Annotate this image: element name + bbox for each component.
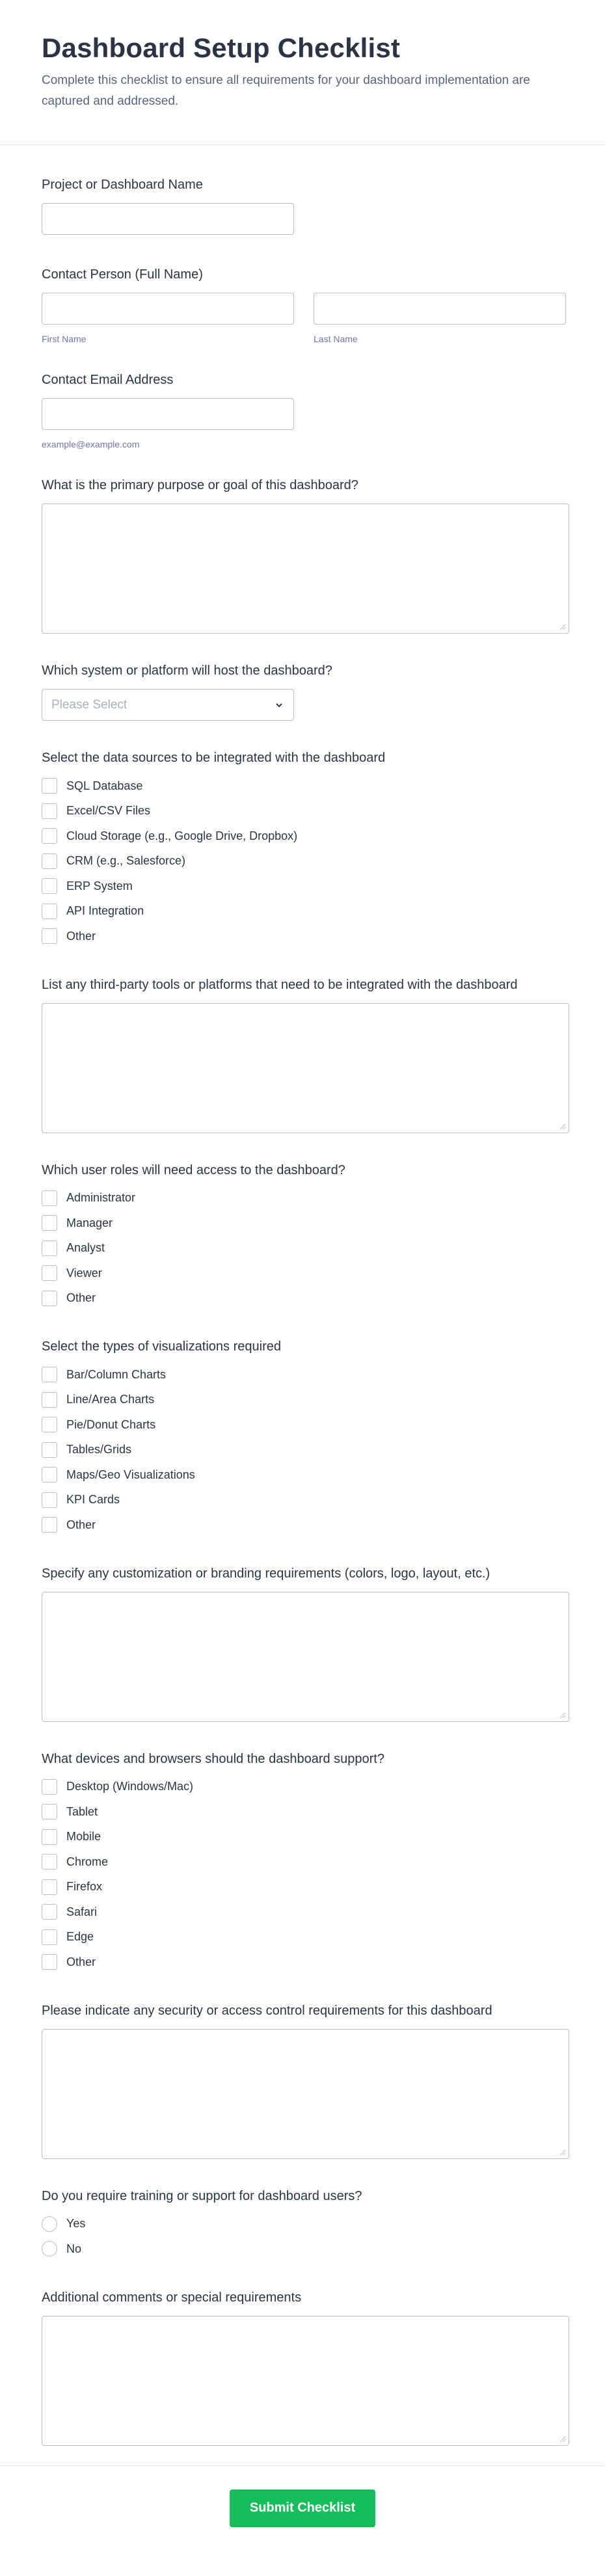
option-label: Cloud Storage (e.g., Google Drive, Dropbox) bbox=[66, 829, 298, 842]
resize-grip-icon[interactable] bbox=[559, 2436, 566, 2443]
training-label: Do you require training or support for dashboard users? bbox=[42, 2188, 362, 2203]
question-platform bbox=[42, 664, 563, 721]
option-label: Maps/Geo Visualizations bbox=[66, 1468, 195, 1481]
checkbox-option[interactable] bbox=[42, 1925, 563, 1950]
platform-select[interactable] bbox=[42, 689, 294, 721]
resize-grip-icon[interactable] bbox=[559, 2149, 566, 2156]
checkbox[interactable] bbox=[42, 1804, 57, 1819]
checkbox[interactable] bbox=[42, 1291, 57, 1306]
email-label: Contact Email Address bbox=[42, 373, 174, 387]
question-devices bbox=[42, 1752, 563, 1975]
branding-label: Specify any customization or branding requirements (colors, logo, layout, etc.) bbox=[42, 1566, 491, 1581]
checkbox[interactable] bbox=[42, 1367, 57, 1382]
option-label: Other bbox=[66, 1518, 96, 1531]
radio-button[interactable] bbox=[42, 2216, 57, 2232]
user-roles-label: Which user roles will need access to the dashboard? bbox=[42, 1162, 345, 1177]
checkbox-option[interactable] bbox=[42, 1261, 563, 1286]
option-label: Desktop (Windows/Mac) bbox=[66, 1780, 194, 1793]
checkbox-option[interactable] bbox=[42, 924, 563, 949]
option-label: Bar/Column Charts bbox=[66, 1367, 167, 1381]
checkbox-option[interactable] bbox=[42, 1799, 563, 1825]
checkbox[interactable] bbox=[42, 1392, 57, 1408]
checkbox-option[interactable] bbox=[42, 1899, 563, 1925]
question-email bbox=[42, 373, 563, 449]
checkbox[interactable] bbox=[42, 803, 57, 819]
submit-button[interactable]: Submit Checklist bbox=[230, 2489, 375, 2527]
checkbox-option[interactable] bbox=[42, 773, 563, 799]
option-label: Firefox bbox=[66, 1880, 103, 1894]
checkbox-option[interactable] bbox=[42, 1211, 563, 1236]
checkbox[interactable] bbox=[42, 1904, 57, 1920]
last-name-input[interactable] bbox=[314, 293, 566, 325]
checkbox-option[interactable] bbox=[42, 1186, 563, 1211]
form-header bbox=[0, 0, 605, 145]
checkbox-option[interactable] bbox=[42, 1950, 563, 1975]
option-label: Other bbox=[66, 929, 96, 943]
checkbox[interactable] bbox=[42, 1879, 57, 1895]
checkbox[interactable] bbox=[42, 828, 57, 844]
checkbox[interactable] bbox=[42, 1954, 57, 1970]
checkbox[interactable] bbox=[42, 1190, 57, 1206]
radio-option[interactable] bbox=[42, 2212, 563, 2237]
question-third-party-tools bbox=[42, 978, 563, 1133]
data-sources-options bbox=[42, 773, 563, 949]
checkbox-option[interactable] bbox=[42, 1362, 563, 1388]
checkbox[interactable] bbox=[42, 1265, 57, 1281]
option-label: Line/Area Charts bbox=[66, 1393, 155, 1406]
checkbox[interactable] bbox=[42, 1854, 57, 1870]
option-label: Pie/Donut Charts bbox=[66, 1417, 156, 1431]
devices-label: What devices and browsers should the dashboard support? bbox=[42, 1751, 384, 1766]
resize-grip-icon[interactable] bbox=[559, 1123, 566, 1130]
purpose-label: What is the primary purpose or goal of this dashboard? bbox=[42, 478, 358, 492]
page-title: Dashboard Setup Checklist bbox=[42, 33, 401, 63]
training-options bbox=[42, 2212, 563, 2262]
checkbox[interactable] bbox=[42, 904, 57, 919]
checkbox[interactable] bbox=[42, 1779, 57, 1795]
checkbox-option[interactable] bbox=[42, 1388, 563, 1413]
purpose-textarea[interactable] bbox=[42, 503, 569, 634]
radio-button[interactable] bbox=[42, 2241, 57, 2257]
question-data-sources bbox=[42, 751, 563, 949]
checkbox-option[interactable] bbox=[42, 849, 563, 874]
security-textarea[interactable] bbox=[42, 2029, 569, 2159]
checkbox[interactable] bbox=[42, 1215, 57, 1231]
checkbox-option[interactable] bbox=[42, 874, 563, 899]
question-contact-person bbox=[42, 267, 563, 344]
checkbox-option[interactable] bbox=[42, 1412, 563, 1438]
tools-textarea[interactable] bbox=[42, 1003, 569, 1133]
checkbox[interactable] bbox=[42, 1417, 57, 1432]
platform-select-value: Please Select bbox=[51, 697, 128, 712]
checkbox-option[interactable] bbox=[42, 1512, 563, 1538]
checkbox[interactable] bbox=[42, 1829, 57, 1845]
checkbox-option[interactable] bbox=[42, 799, 563, 824]
question-training bbox=[42, 2189, 563, 2262]
checkbox[interactable] bbox=[42, 1241, 57, 1256]
form-footer bbox=[0, 2465, 605, 2527]
project-name-label: Project or Dashboard Name bbox=[42, 178, 203, 192]
option-label: Safari bbox=[66, 1905, 98, 1918]
checkbox-option[interactable] bbox=[42, 824, 563, 849]
checkbox[interactable] bbox=[42, 1467, 57, 1483]
question-user-roles bbox=[42, 1163, 563, 1311]
checkbox-option[interactable] bbox=[42, 1488, 563, 1513]
question-purpose bbox=[42, 478, 563, 634]
option-label: Tables/Grids bbox=[66, 1443, 132, 1456]
data-sources-label: Select the data sources to be integrated with the dashboard bbox=[42, 751, 386, 765]
checkbox-option[interactable] bbox=[42, 1825, 563, 1850]
option-label: Chrome bbox=[66, 1855, 109, 1868]
visualizations-options bbox=[42, 1362, 563, 1538]
page-subtitle: Complete this checklist to ensure all requirements for your dashboard implementation are captured and addressed. bbox=[42, 74, 530, 108]
checkbox-option[interactable] bbox=[42, 1438, 563, 1463]
option-label: Manager bbox=[66, 1216, 113, 1229]
checkbox[interactable] bbox=[42, 878, 57, 894]
question-security bbox=[42, 2004, 563, 2159]
resize-grip-icon[interactable] bbox=[559, 1712, 566, 1719]
question-branding bbox=[42, 1566, 563, 1722]
last-name-sublabel: Last Name bbox=[314, 334, 358, 344]
option-label: Administrator bbox=[66, 1191, 136, 1205]
question-visualizations bbox=[42, 1339, 563, 1538]
comments-label: Additional comments or special requirements bbox=[42, 2290, 302, 2305]
checkbox-option[interactable] bbox=[42, 1775, 563, 1800]
branding-textarea[interactable] bbox=[42, 1592, 569, 1722]
devices-options bbox=[42, 1775, 563, 1975]
comments-textarea[interactable] bbox=[42, 2316, 569, 2446]
checkbox[interactable] bbox=[42, 1929, 57, 1945]
checkbox[interactable] bbox=[42, 1492, 57, 1508]
option-label: SQL Database bbox=[66, 779, 143, 792]
first-name-input[interactable] bbox=[42, 293, 294, 325]
option-label: Other bbox=[66, 1291, 96, 1305]
checkbox-option[interactable] bbox=[42, 899, 563, 924]
first-name-sublabel: First Name bbox=[42, 334, 87, 344]
platform-label: Which system or platform will host the dashboard? bbox=[42, 664, 332, 678]
option-label: No bbox=[66, 2242, 82, 2255]
option-label: KPI Cards bbox=[66, 1493, 120, 1507]
form-body bbox=[0, 178, 605, 2446]
option-label: API Integration bbox=[66, 904, 144, 918]
tools-label: List any third-party tools or platforms that need to be integrated with the dashboard bbox=[42, 977, 518, 992]
option-label: Analyst bbox=[66, 1241, 105, 1255]
option-label: Mobile bbox=[66, 1830, 101, 1844]
checkbox-option[interactable] bbox=[42, 1849, 563, 1875]
contact-person-label: Contact Person (Full Name) bbox=[42, 267, 203, 282]
checkbox[interactable] bbox=[42, 778, 57, 794]
email-input[interactable] bbox=[42, 398, 294, 430]
user-roles-options bbox=[42, 1186, 563, 1311]
checkbox-option[interactable] bbox=[42, 1236, 563, 1261]
option-label: Yes bbox=[66, 2217, 86, 2231]
option-label: CRM (e.g., Salesforce) bbox=[66, 854, 186, 868]
question-project-name bbox=[42, 178, 563, 235]
checkbox-option[interactable] bbox=[42, 1462, 563, 1488]
resize-grip-icon[interactable] bbox=[559, 624, 566, 630]
checkbox[interactable] bbox=[42, 853, 57, 869]
checkbox[interactable] bbox=[42, 1517, 57, 1533]
security-label: Please indicate any security or access control requirements for this dashboard bbox=[42, 2003, 492, 2018]
chevron-down-icon bbox=[274, 700, 284, 710]
project-name-input[interactable] bbox=[42, 203, 294, 235]
checkbox-option[interactable] bbox=[42, 1875, 563, 1900]
option-label: Other bbox=[66, 1955, 96, 1968]
checkbox-option[interactable] bbox=[42, 1286, 563, 1311]
checkbox[interactable] bbox=[42, 1442, 57, 1458]
visualizations-label: Select the types of visualizations required bbox=[42, 1339, 281, 1354]
option-label: Excel/CSV Files bbox=[66, 804, 151, 818]
option-label: Tablet bbox=[66, 1805, 98, 1818]
checkbox[interactable] bbox=[42, 928, 57, 944]
email-sublabel: example@example.com bbox=[42, 439, 140, 449]
option-label: Edge bbox=[66, 1930, 94, 1944]
option-label: ERP System bbox=[66, 879, 133, 892]
question-comments bbox=[42, 2290, 563, 2446]
option-label: Viewer bbox=[66, 1266, 102, 1280]
radio-option[interactable] bbox=[42, 2236, 563, 2262]
